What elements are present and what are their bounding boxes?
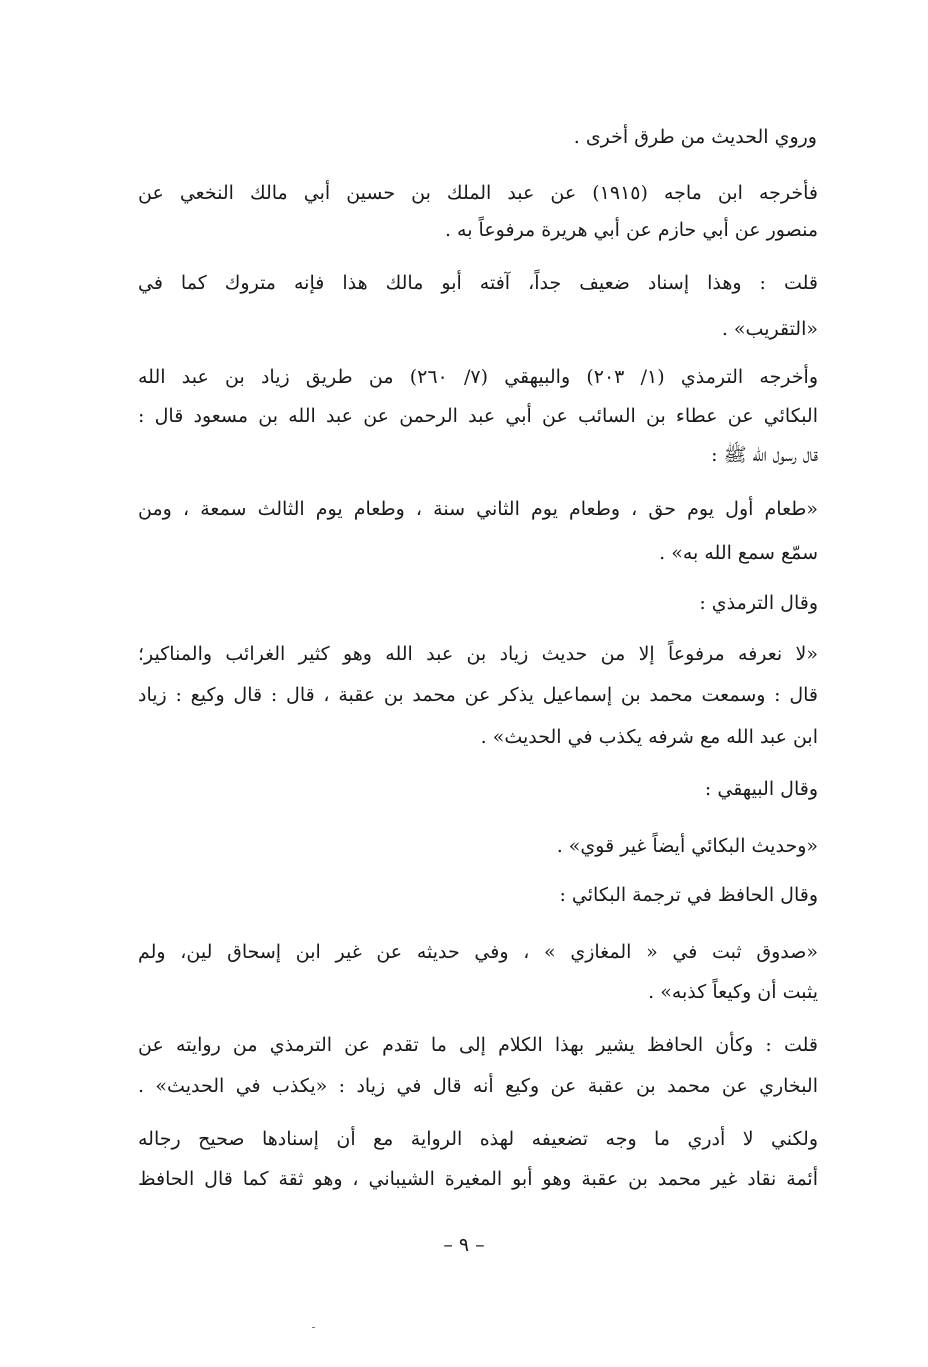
- text-line: منصور عن أبي حازم عن أبي هريرة مرفوعاً به .: [444, 219, 818, 241]
- text-line: قلت : وكأن الحافظ يشير بهذا الكلام إلى ما تقدم عن الترمذي من روايته عن: [138, 1034, 818, 1056]
- text-line: «طعام أول يوم حق ، وطعام يوم الثاني سنة ، وطعام يوم الثالث سمعة ، ومن: [138, 498, 818, 520]
- scan-speck: [312, 1327, 315, 1328]
- text-line: وأخرجه الترمذي (١/ ٢٠٣) والبيهقي (٧/ ٢٦٠) من طريق زياد بن عبد الله: [138, 366, 818, 388]
- text-line: «صدوق ثبت في « المغازي » ، وفي حديثه عن غير ابن إسحاق لين، ولم: [138, 941, 818, 963]
- page-number: – ٩ –: [443, 1234, 485, 1256]
- text-line: وقال الحافظ في ترجمة البكائي :: [559, 884, 818, 906]
- text-line: وقال البيهقي :: [704, 778, 818, 800]
- text-line: فأخرجه ابن ماجه (١٩١٥) عن عبد الملك بن حسين أبي مالك النخعي عن: [138, 182, 818, 204]
- text-line: سمّع سمع الله به» .: [659, 542, 818, 564]
- text-line: يثبت أن وكيعاً كذبه» .: [648, 981, 818, 1003]
- text-line: قال رسول الله ﷺ :: [711, 444, 818, 466]
- text-line: ولكني لا أدري ما وجه تضعيفه لهذه الرواية مع أن إسنادها صحيح رجاله: [138, 1128, 818, 1150]
- text-line: قلت : وهذا إسناد ضعيف جداً، آفته أبو مالك هذا فإنه متروك كما في: [138, 272, 818, 294]
- text-line: «لا نعرفه مرفوعاً إلا من حديث زياد بن عبد الله وهو كثير الغرائب والمناكير؛: [138, 643, 818, 665]
- text-line: «التقريب» .: [721, 318, 818, 340]
- text-line: «وحديث البكائي أيضاً غير قوي» .: [556, 835, 818, 857]
- text-line: البخاري عن محمد بن عقبة عن وكيع أنه قال في زياد : «يكذب في الحديث» .: [138, 1075, 818, 1097]
- text-line: أئمة نقاد غير محمد بن عقبة وهو أبو المغيرة الشيباني ، وهو ثقة كما قال الحافظ: [138, 1168, 818, 1190]
- text-line: قال : وسمعت محمد بن إسماعيل يذكر عن محمد بن عقبة ، قال : قال وكيع : زياد: [138, 684, 818, 706]
- text-line: ابن عبد الله مع شرفه يكذب في الحديث» .: [480, 726, 818, 748]
- text-line: وقال الترمذي :: [699, 592, 818, 614]
- text-line: البكائي عن عطاء بن السائب عن أبي عبد الرحمن عن عبد الله بن مسعود قال :: [138, 405, 818, 427]
- text-line: وروي الحديث من طرق أخرى .: [573, 126, 817, 148]
